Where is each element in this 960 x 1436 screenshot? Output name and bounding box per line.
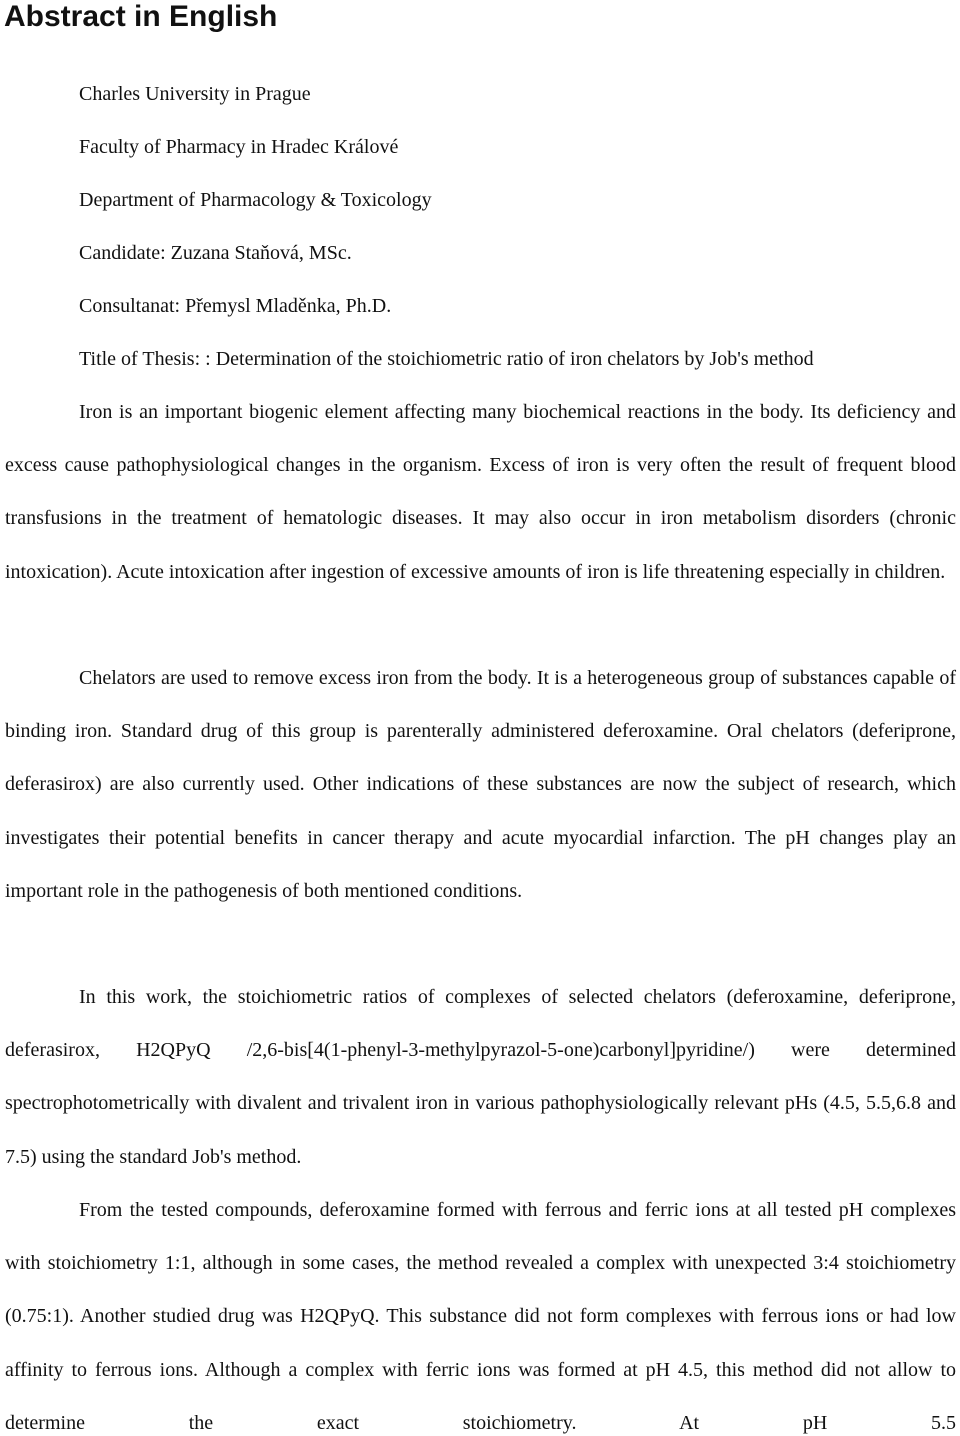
faculty-line: Faculty of Pharmacy in Hradec Králové (79, 136, 399, 158)
page-title: Abstract in English (4, 0, 278, 33)
department-line: Department of Pharmacology & Toxicology (79, 189, 432, 211)
abstract-paragraph-3: In this work, the stoichiometric ratios of complexes of selected chelators (deferoxamine, deferiprone, deferasirox, H2QPyQ /2,6-bis[4(1-phenyl-3-methylpyrazol-5-one)carbonyl]pyridine/) were determined spectrophotometrically with divalent and trivalent iron in various pathophysiologically relevant pHs (4.5, 5.5,6.8 and 7.5) using the standard Job's method. (5, 986, 956, 1168)
abstract-paragraph-4: From the tested compounds, deferoxamine formed with ferrous and ferric ions at all tested pH complexes with stoichiometry 1:1, although in some cases, the method revealed a complex with unexpected 3:4 stoichiometry (0.75:1). Another studied drug was H2QPyQ. This substance did not form complexes with ferrous ions or had low affinity to ferrous ions. Although a complex with ferric ions was formed at pH 4.5, this method did not allow to determine the exact stoichiometry. At pH 5.5 (5, 1199, 956, 1434)
university-line: Charles University in Prague (79, 83, 311, 105)
consultant-line: Consultanat: Přemysl Mladěnka, Ph.D. (79, 295, 392, 317)
abstract-paragraph-1: Iron is an important biogenic element affecting many biochemical reactions in the body. Its deficiency and excess cause pathophysiological changes in the organism. Excess of iron is very often the result of frequent blood transfusions in the treatment of hematologic diseases. It may also occur in iron metabolism disorders (chronic intoxication). Acute intoxication after ingestion of excessive amounts of iron is life threatening especially in children. (5, 401, 956, 583)
thesis-title-line: Title of Thesis: : Determination of the stoichiometric ratio of iron chelators by Job's method (79, 348, 814, 370)
abstract-paragraph-2: Chelators are used to remove excess iron from the body. It is a heterogeneous group of substances capable of binding iron. Standard drug of this group is parenterally administered deferoxamine. Oral chelators (deferiprone, deferasirox) are also currently used. Other indications of these substances are now the subject of research, which investigates their potential benefits in cancer therapy and acute myocardial infarction. The pH changes play an important role in the pathogenesis of both mentioned conditions. (5, 667, 956, 902)
candidate-line: Candidate: Zuzana Staňová, MSc. (79, 242, 352, 264)
